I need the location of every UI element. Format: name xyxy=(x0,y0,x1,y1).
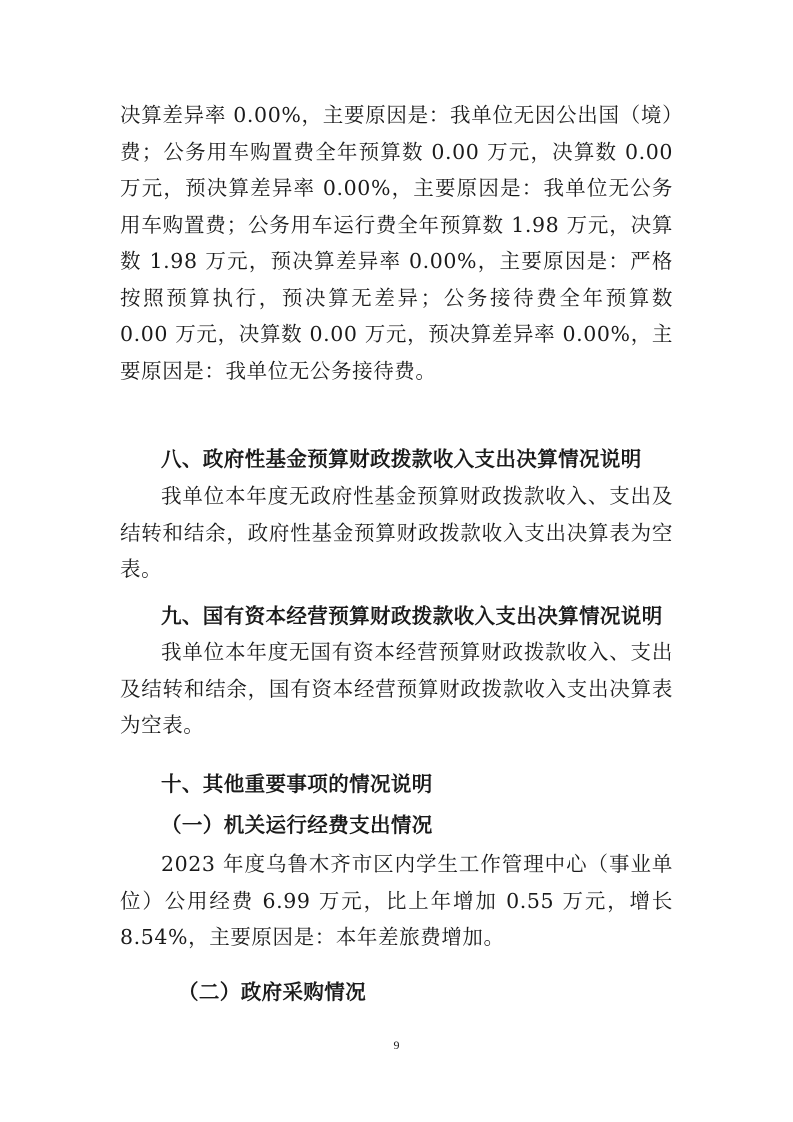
section-9-body: 我单位本年度无国有资本经营预算财政拨款收入、支出及结转和结余，国有资本经营预算财政拨款收入支出决算表为空表。 xyxy=(120,640,673,737)
section-10-heading: 十、其他重要事项的情况说明 xyxy=(161,772,433,796)
subsection-operating-expenses-heading: （一）机关运行经费支出情况 xyxy=(161,813,433,837)
section-8-body: 我单位本年度无政府性基金预算财政拨款收入、支出及结转和结余，政府性基金预算财政拨款收入支出决算表为空表。 xyxy=(120,484,673,581)
subsection-procurement-heading: （二）政府采购情况 xyxy=(178,980,367,1004)
page-number: 9 xyxy=(393,1038,400,1052)
section-8-heading: 八、政府性基金预算财政拨款收入支出决算情况说明 xyxy=(161,447,642,471)
continued-paragraph: 决算差异率 0.00%，主要原因是：我单位无因公出国（境）费；公务用车购置费全年预算数 0.00 万元，决算数 0.00 万元，预决算差异率 0.00%，主要原因是：我单位无公务用车购置费；公务用车运行费全年预算数 1.98 万元，决算数 1.98 万元，预决算差异率 0.00%，主要原因是：严格按照预算执行，预决算无差异；公务接待费全年预算数 0.00 万元，决算数 0.00 万元，预决算差异率 0.00%，主要原因是：我单位无公务接待费。 xyxy=(120,103,673,383)
section-9-heading: 九、国有资本经营预算财政拨款收入支出决算情况说明 xyxy=(161,604,663,628)
operating-expenses-body: 2023 年度乌鲁木齐市区内学生工作管理中心（事业单位）公用经费 6.99 万元，比上年增加 0.55 万元，增长 8.54%，主要原因是：本年差旅费增加。 xyxy=(120,852,673,949)
